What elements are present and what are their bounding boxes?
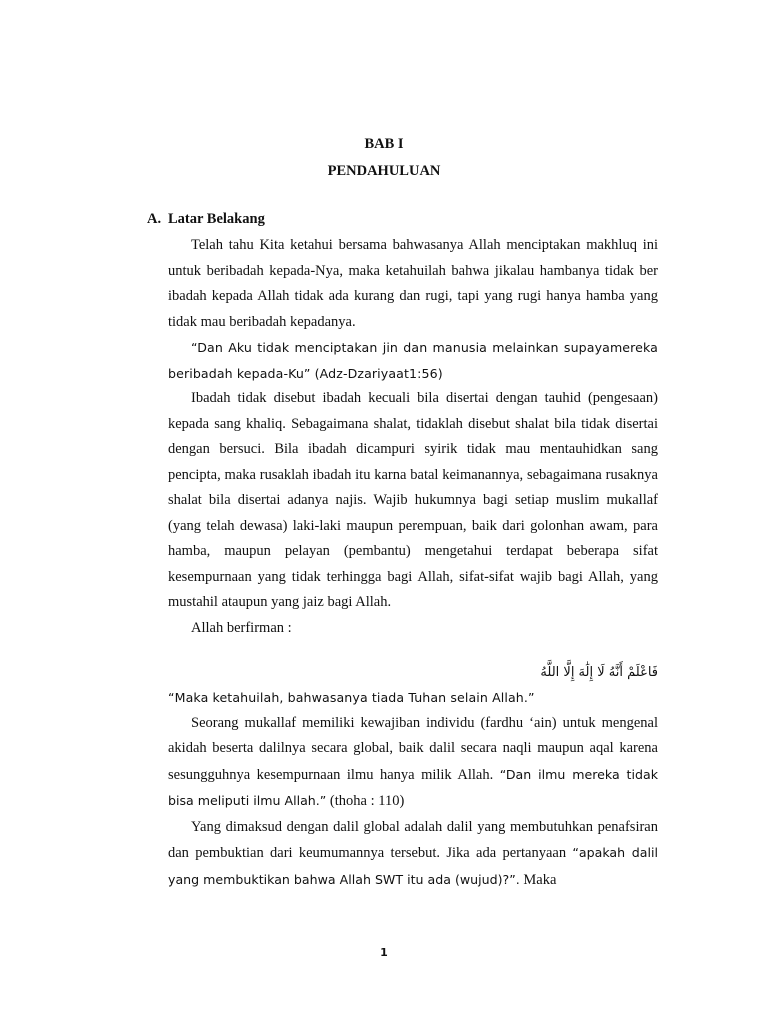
- section-marker: A.: [147, 211, 162, 227]
- quote-question: “apakah dalil yang membuktikan bahwa Allah SWT itu ada (wujud)?”.: [168, 845, 659, 887]
- page-number: 1: [380, 946, 388, 959]
- paragraph-dalil-global-text: Yang dimaksud dengan dalil global adalah dalil yang membutuhkan penafsiran dan pembuktian dari keumumannya tersebut. Jika ada pertanyaan: [168, 818, 658, 861]
- body-text: [168, 233, 658, 893]
- quote-thoha: “Dan ilmu mereka tidak bisa meliputi ilmu Allah.”: [168, 766, 659, 808]
- quote-translation: “Maka ketahuilah, bahwasanya tiada Tuhan selain Allah.”: [168, 690, 535, 705]
- paragraph-intro: Telah tahu Kita ketahui bersama bahwasanya Allah menciptakan makhluq ini untuk beribadah kepada-Nya, maka ketahuilah bahwa jikalau hambanya tidak ber ibadah kepada Allah tidak ada kurang dan rugi, tapi yang rugi hanya hamba yang tidak mau beribadah kepadanya.: [168, 237, 658, 330]
- section-heading: [147, 211, 265, 228]
- paragraph-dalil-global: [168, 815, 658, 894]
- arabic-verse: فَاعْلَمْ أَنَّهُ لَا إِلَٰهَ إِلَّا اللَّهُ: [540, 665, 658, 680]
- paragraph-mukallaf-text: Seorang mukallaf memiliki kewajiban individu (fardhu ‘ain) untuk mengenal akidah beserta dalilnya secara global, baik dalil secara naqli maupun aqal karena sesungguhnya kesempurnaan ilmu hanya milik Allah.: [168, 714, 658, 783]
- paragraph-allah-berfirman: Allah berfirman :: [191, 619, 292, 636]
- chapter-title: PENDAHULUAN: [327, 163, 441, 179]
- paragraph-mukallaf: [168, 711, 658, 815]
- reference-thoha: (thoha : 110): [326, 793, 405, 809]
- paragraph-dalil-global-end: Maka: [519, 871, 557, 888]
- chapter-number: BAB I: [364, 136, 404, 152]
- quote-adz-dzariyaat: “Dan Aku tidak menciptakan jin dan manusia melainkan supayamereka beribadah kepada-Ku” (Adz-Dzariyaat1:56): [168, 340, 658, 381]
- paragraph-ibadah: Ibadah tidak disebut ibadah kecuali bila disertai dengan tauhid (pengesaan) kepada sang khaliq. Sebagaimana shalat, tidaklah disebut shalat bila tidak disertai dengan bersuci. Bila ibadah dicampuri syirik tidak mau mentauhidkan sang pencipta, maka rusaklah ibadah itu karna batal keimanannya, sebagaimana rusaknya shalat bila disertai adanya najis. Wajib hukumnya bagi setiap muslim mukallaf (yang telah dewasa) laki-laki maupun perempuan, baik dari golonhan awam, para hamba, maupun pelayan (pembantu) mengetahui terdapat beberapa sifat kesempurnaan yang tidak terhingga bagi Allah, sifat-sifat wajib bagi Allah, yang mustahil ataupun yang jaiz bagi Allah.: [168, 390, 658, 610]
- section-title: Latar Belakang: [168, 211, 265, 227]
